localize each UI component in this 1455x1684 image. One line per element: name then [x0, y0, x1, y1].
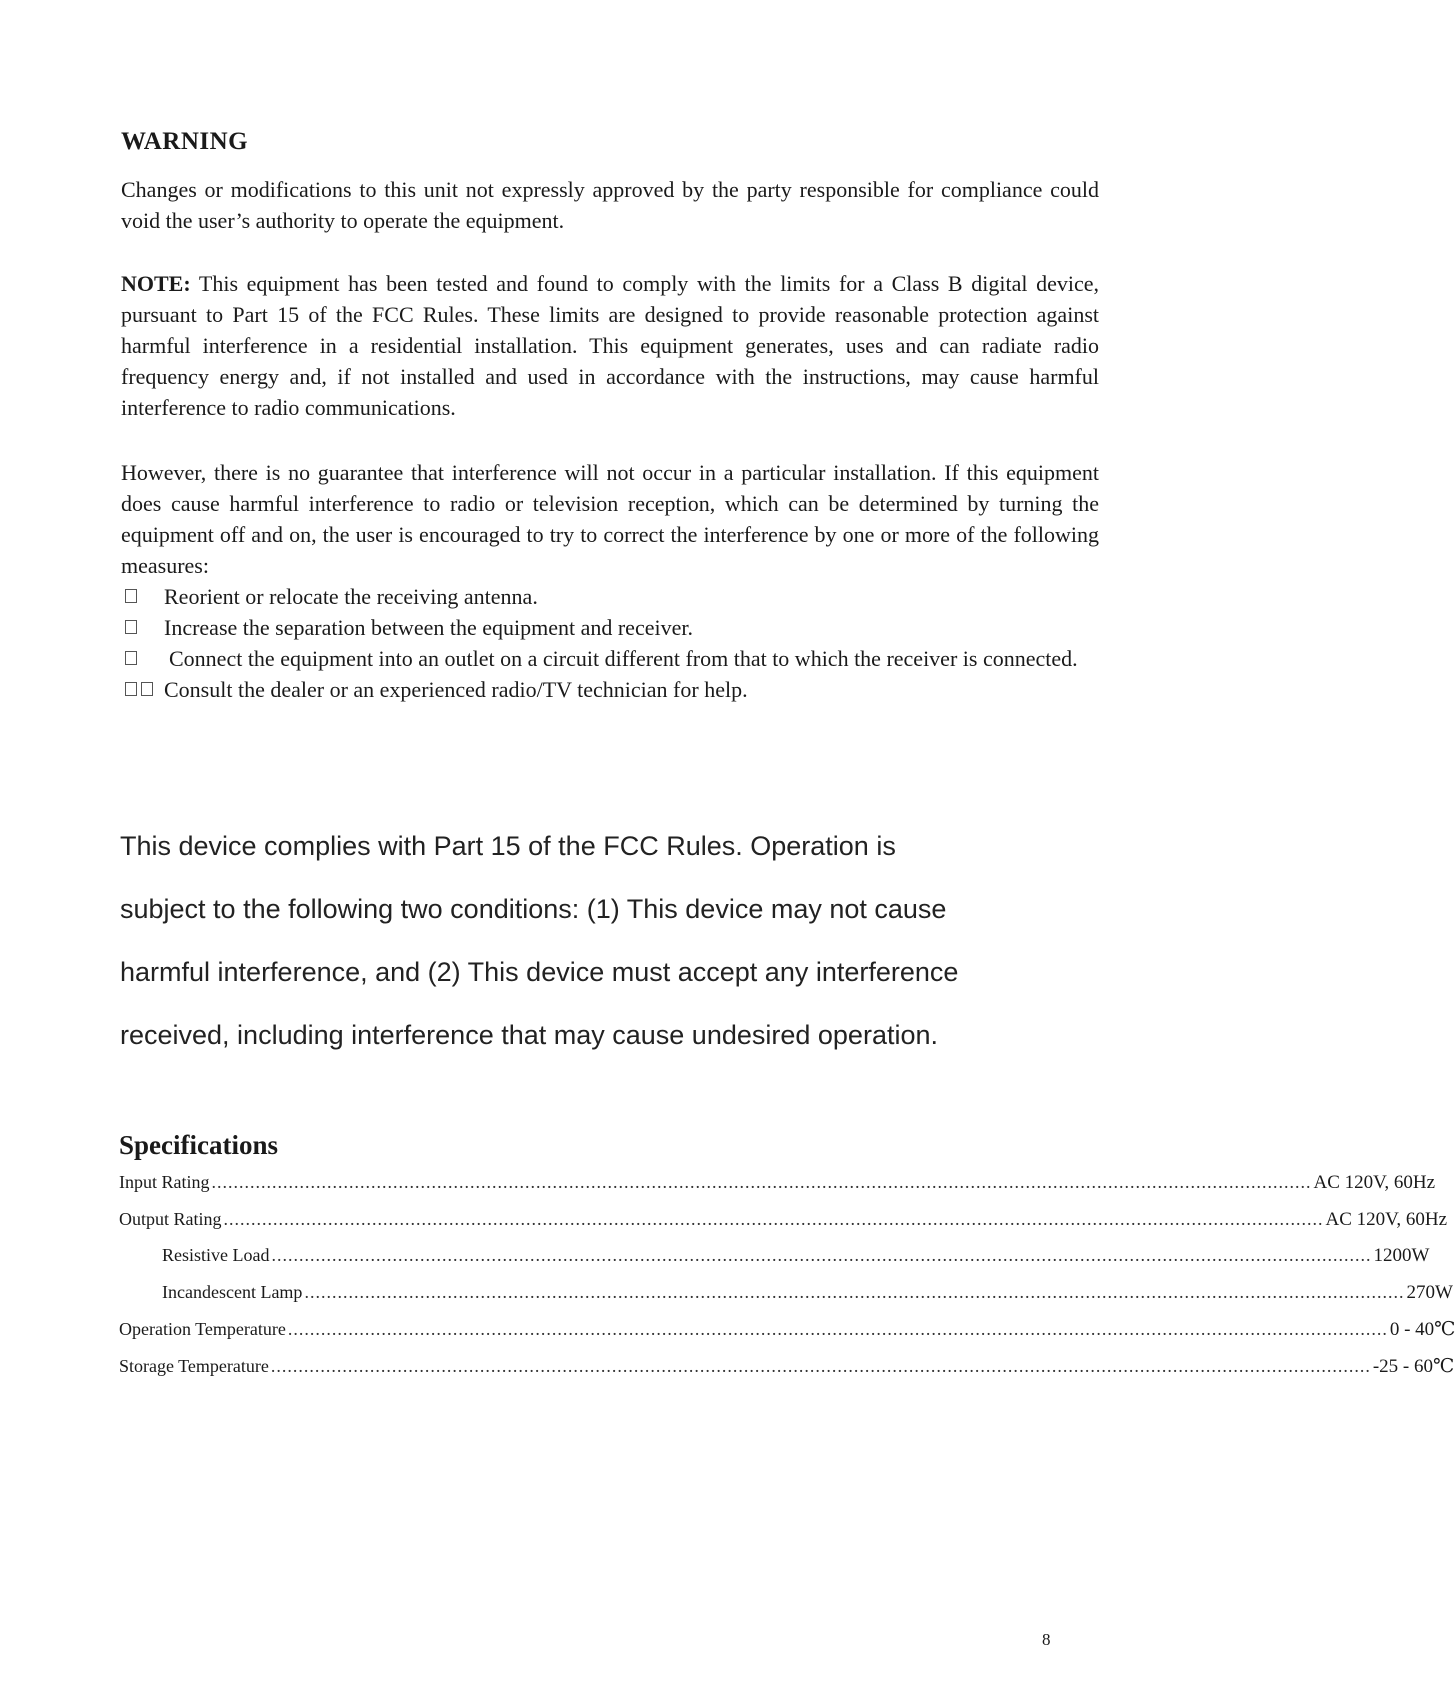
checkbox-bullet-icon — [125, 682, 137, 696]
spec-name: Output Rating — [119, 1208, 222, 1229]
checkbox-bullet-icon — [125, 589, 137, 603]
leader-dots: ........................................................................................................................................................................................................ — [270, 1355, 1371, 1376]
leader-dots: ........................................................................................................................................................................................................ — [287, 1319, 1388, 1339]
spec-name: Storage Temperature — [119, 1355, 269, 1376]
leader-dots: ........................................................................................................................................................................................................ — [304, 1281, 1405, 1302]
fcc-line: harmful interference, and (2) This device must accept any interference — [120, 957, 959, 987]
spec-name: Operation Temperature — [119, 1319, 286, 1339]
spec-row — [119, 1281, 1453, 1319]
measure-text: Connect the equipment into an outlet on a circuit different from that to which the receiver is connected. — [169, 646, 1078, 671]
warning-paragraph: Changes or modifications to this unit not expressly approved by the party responsible for compliance could void the user’s authority to operate the equipment. — [121, 177, 1099, 233]
measure-text: Increase the separation between the equipment and receiver. — [164, 615, 693, 640]
spec-row — [119, 1355, 1455, 1392]
spec-value: AC 120V, 60Hz — [1325, 1208, 1448, 1230]
however-paragraph: However, there is no guarantee that interference will not occur in a particular installation. If this equipment does cause harmful interference to radio or television reception, which can be determined by turning the equipment off and on, the user is encouraged to try to correct the interference by one or more of the following measures: — [121, 460, 1099, 578]
spec-value: 1200W — [1373, 1245, 1430, 1266]
fcc-line: This device complies with Part 15 of the FCC Rules. Operation is — [120, 831, 896, 861]
leader-dots: ........................................................................................................................................................................................................ — [223, 1208, 1324, 1229]
spec-name: Resistive Load — [162, 1245, 270, 1265]
leader-dots: ........................................................................................................................................................................................................ — [211, 1172, 1312, 1192]
list-item — [121, 674, 1099, 705]
fcc-line: subject to the following two conditions: (1) This device may not cause — [120, 894, 947, 924]
fcc-line: received, including interference that may cause undesired operation. — [120, 1020, 938, 1050]
measure-text: Reorient or relocate the receiving antenna. — [164, 584, 538, 609]
fcc-statement — [120, 815, 1020, 1067]
specifications-heading: Specifications — [119, 1130, 278, 1160]
list-item — [121, 581, 1099, 612]
spec-row — [119, 1245, 1430, 1282]
page-number: 8 — [1042, 1630, 1051, 1649]
note-paragraph — [121, 268, 1099, 423]
checkbox-bullet-icon — [125, 620, 137, 634]
list-item — [121, 612, 1099, 643]
specifications-list — [119, 1172, 1455, 1391]
spec-value: -25 - 60℃ — [1372, 1355, 1455, 1377]
spec-value: 0 - 40℃ — [1389, 1319, 1455, 1340]
warning-heading: WARNING — [121, 128, 249, 155]
spec-name: Input Rating — [119, 1172, 210, 1192]
spec-row — [119, 1208, 1448, 1246]
spec-value: 270W — [1406, 1281, 1453, 1303]
checkbox-bullet-icon — [125, 651, 137, 665]
note-text: This equipment has been tested and found to comply with the limits for a Class B digital device, pursuant to Part 15 of the FCC Rules. These limits are designed to provide reasonable protection against harmful interference in a residential installation. This equipment generates, uses and can radiate radio frequency energy and, if not installed and used in accordance with the instructions, may cause harmful interference to radio communications. — [121, 271, 1099, 420]
measures-list — [121, 581, 1099, 705]
spec-row — [119, 1172, 1436, 1209]
note-label: NOTE: — [121, 271, 191, 296]
spec-row — [119, 1318, 1455, 1355]
leader-dots: ........................................................................................................................................................................................................ — [271, 1245, 1372, 1265]
measure-text: Consult the dealer or an experienced radio/TV technician for help. — [164, 677, 748, 702]
spec-name: Incandescent Lamp — [162, 1281, 303, 1302]
list-item — [121, 643, 1099, 674]
checkbox-bullet-icon — [141, 682, 153, 696]
spec-value: AC 120V, 60Hz — [1313, 1172, 1436, 1193]
